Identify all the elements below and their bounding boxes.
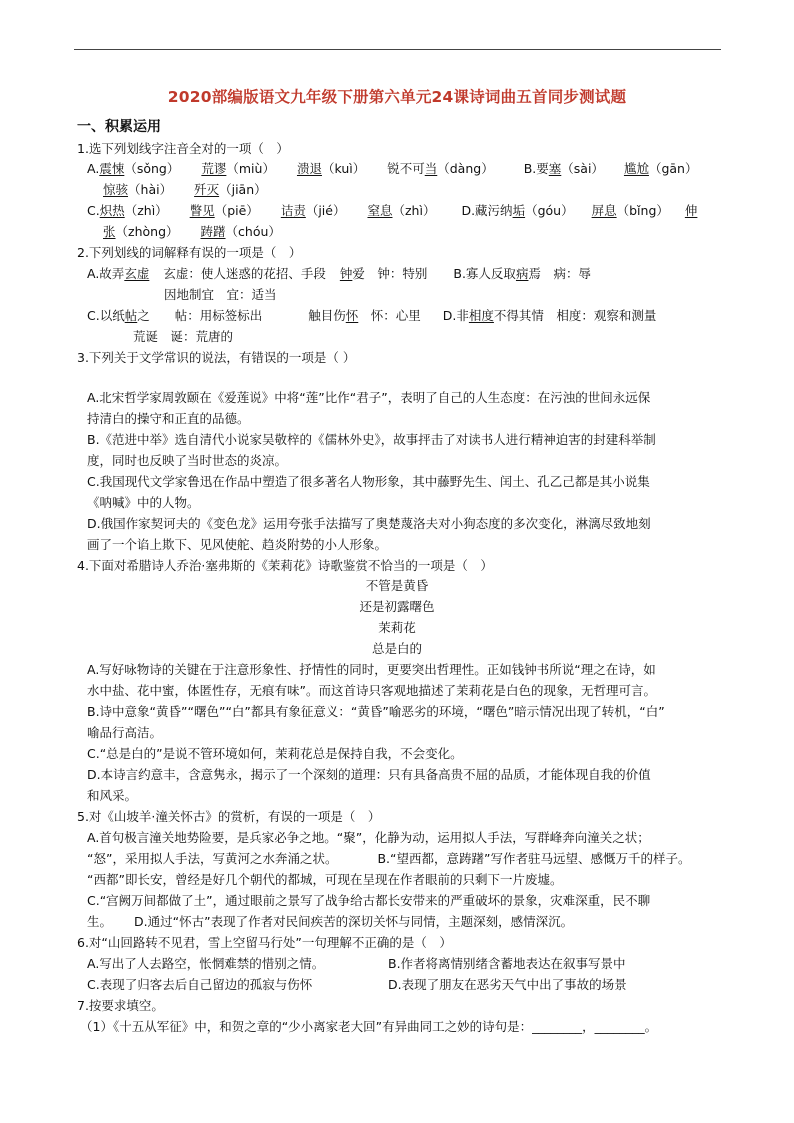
- poem-line-1: 不管是黄昏: [365, 578, 429, 593]
- question-5-c-line-2: 生。 D.通过“怀古”表现了作者对民间疾苦的深切关怀与同情，主题深刻，感情深沉。: [87, 914, 574, 929]
- question-6-option-b: B.作者将离情别绪含蓄地表达在叙事写景中: [388, 956, 626, 971]
- question-1-stem: 1.选下列划线字注音全对的一项（ ）: [77, 141, 289, 156]
- question-3-c-line-1: C.我国现代文学家鲁迅在作品中塑造了很多著名人物形象，其中藤野先生、闰土、孔乙己都是其小说集: [87, 474, 650, 489]
- section-heading: 一、积累运用: [77, 119, 161, 135]
- question-4-a-line-1: A.写好咏物诗的关键在于注意形象性、抒情性的同时，更要突出哲理性。正如钱钟书所说“理之在诗，如: [87, 662, 656, 677]
- question-5-stem: 5.对《山坡羊·潼关怀古》的赏析，有误的一项是（ ）: [77, 809, 381, 824]
- answer-blank-2[interactable]: ________: [594, 1019, 645, 1034]
- question-1-line-3: C.炽热（zhì） 瞥见（piē） 诘责（jié） 窒息（zhì） D.藏污纳垢（góu） 屏息（bǐng） 伸: [87, 203, 698, 218]
- question-3-d-line-1: D.俄国作家契诃夫的《变色龙》运用夸张手法描写了奥楚蔑洛夫对小狗态度的多次变化，淋漓尽致地刻: [87, 516, 651, 531]
- question-3-b-line-2: 度，同时也反映了当时世态的炎凉。: [87, 453, 288, 468]
- question-4-b-line-1: B.诗中意象“黄昏”“曙色”“白”都具有象征意义：“黄昏”喻恶劣的环境，“曙色”暗示情况出现了转机，“白”: [87, 704, 665, 719]
- poem-line-4: 总是白的: [371, 641, 422, 656]
- question-4-d-line-2: 和风采。: [87, 788, 138, 803]
- question-7-stem: 7.按要求填空。: [77, 998, 164, 1013]
- question-6-option-c: C.表现了归客去后自己留边的孤寂与伤怀: [87, 977, 313, 992]
- question-3-c-line-2: 《呐喊》中的人物。: [87, 495, 200, 510]
- answer-blank-1[interactable]: ________: [532, 1019, 583, 1034]
- question-3-a-line-2: 持清白的操守和正直的品德。: [87, 411, 250, 426]
- question-3-stem: 3.下列关于文学常识的说法，有错误的一项是（ ）: [77, 350, 356, 365]
- question-4-d-line-1: D.本诗言约意丰，含意隽永，揭示了一个深刻的道理：只有具备高贵不屈的品质，才能体现自我的价值: [87, 767, 651, 782]
- poem-line-3: 茉莉花: [378, 620, 416, 635]
- question-4-b-line-2: 喻品行高洁。: [87, 725, 163, 740]
- question-2-line-2: 因地制宜 宜：适当: [164, 287, 277, 302]
- question-6-stem: 6.对“山回路转不见君，雪上空留马行处”一句理解不正确的是（ ）: [77, 935, 452, 950]
- question-3-a-line-1: A.北宋哲学家周敦颐在《爱莲说》中将“莲”比作“君子”，表明了自己的人生态度：在污浊的世间永远保: [87, 390, 651, 405]
- question-3-d-line-2: 画了一个谄上欺下、见风使舵、趋炎附势的小人形象。: [87, 537, 388, 552]
- question-5-c-line-1: C.“宫阙万间都做了土”，通过眼前之景写了战争给古都长安带来的严重破坏的景象，灾难深重，民不聊: [87, 893, 651, 908]
- question-6-option-d: D.表现了朋友在恶劣天气中出了事故的场景: [388, 977, 627, 992]
- question-1-line-2: 惊骇（hài） 歼灭（jiān）: [103, 182, 267, 197]
- question-5-a-line-1: A.首句极言潼关地势险要，是兵家必争之地。“聚”，化静为动，运用拟人手法，写群峰奔向潼关之状；: [87, 830, 650, 845]
- question-1-line-4: 张（zhòng） 踌躇（chóu）: [103, 224, 281, 239]
- document-title: 2020部编版语文九年级下册第六单元24课诗词曲五首同步测试题: [167, 88, 627, 106]
- header-rule: [74, 49, 721, 50]
- question-2-line-3: C.以纸帖之 帖：用标签标出 触目伤怀 怀：心里 D.非相度不得其情 相度：观察和测量: [87, 308, 657, 323]
- question-1-line-1: A.震悚（sǒng） 荒谬（miù） 溃退（kuì） 锐不可当（dàng） B.要塞（sài） 尴尬（gān）: [87, 161, 698, 176]
- question-5-a-line-2: “怒”，采用拟人手法，写黄河之水奔涌之状。 B.“望西都，意踌躇”写作者驻马远望、感慨万千的样子。: [87, 851, 691, 866]
- question-4-a-line-2: 水中盐、花中蜜，体匿性存，无痕有味”。而这首诗只客观地描述了茉莉花是白色的现象，无哲理可言。: [87, 683, 656, 698]
- question-3-b-line-1: B.《范进中举》选自清代小说家吴敬梓的《儒林外史》，故事抨击了对读书人进行精神迫害的封建科举制: [87, 432, 656, 447]
- poem-line-2: 还是初露曙色: [359, 599, 435, 614]
- question-5-b-line-2: “西都”即长安，曾经是好几个朝代的都城，可现在呈现在作者眼前的只剩下一片废墟。: [87, 872, 563, 887]
- question-2-line-1: A.故弄玄虚 玄虚：使人迷惑的花招、手段 钟爱 钟：特别 B.寡人反取病焉 病：辱: [87, 266, 591, 281]
- question-2-stem: 2.下列划线的词解释有误的一项是（ ）: [77, 245, 302, 260]
- question-6-option-a: A.写出了人去路空，怅惘难禁的惜别之情。: [87, 956, 325, 971]
- question-4-stem: 4.下面对希腊诗人乔治·塞弗斯的《茉莉花》诗歌鉴赏不恰当的一项是（ ）: [77, 558, 493, 573]
- question-4-c-line-1: C.“总是白的”是说不管环境如何，茉莉花总是保持自我，不会变化。: [87, 746, 463, 761]
- question-2-line-4: 荒诞 诞：荒唐的: [133, 329, 234, 344]
- question-7-item-1: （1）《十五从军征》中，和贺之章的“少小离家老大回”有异曲同工之妙的诗句是：________，________。: [80, 1019, 658, 1034]
